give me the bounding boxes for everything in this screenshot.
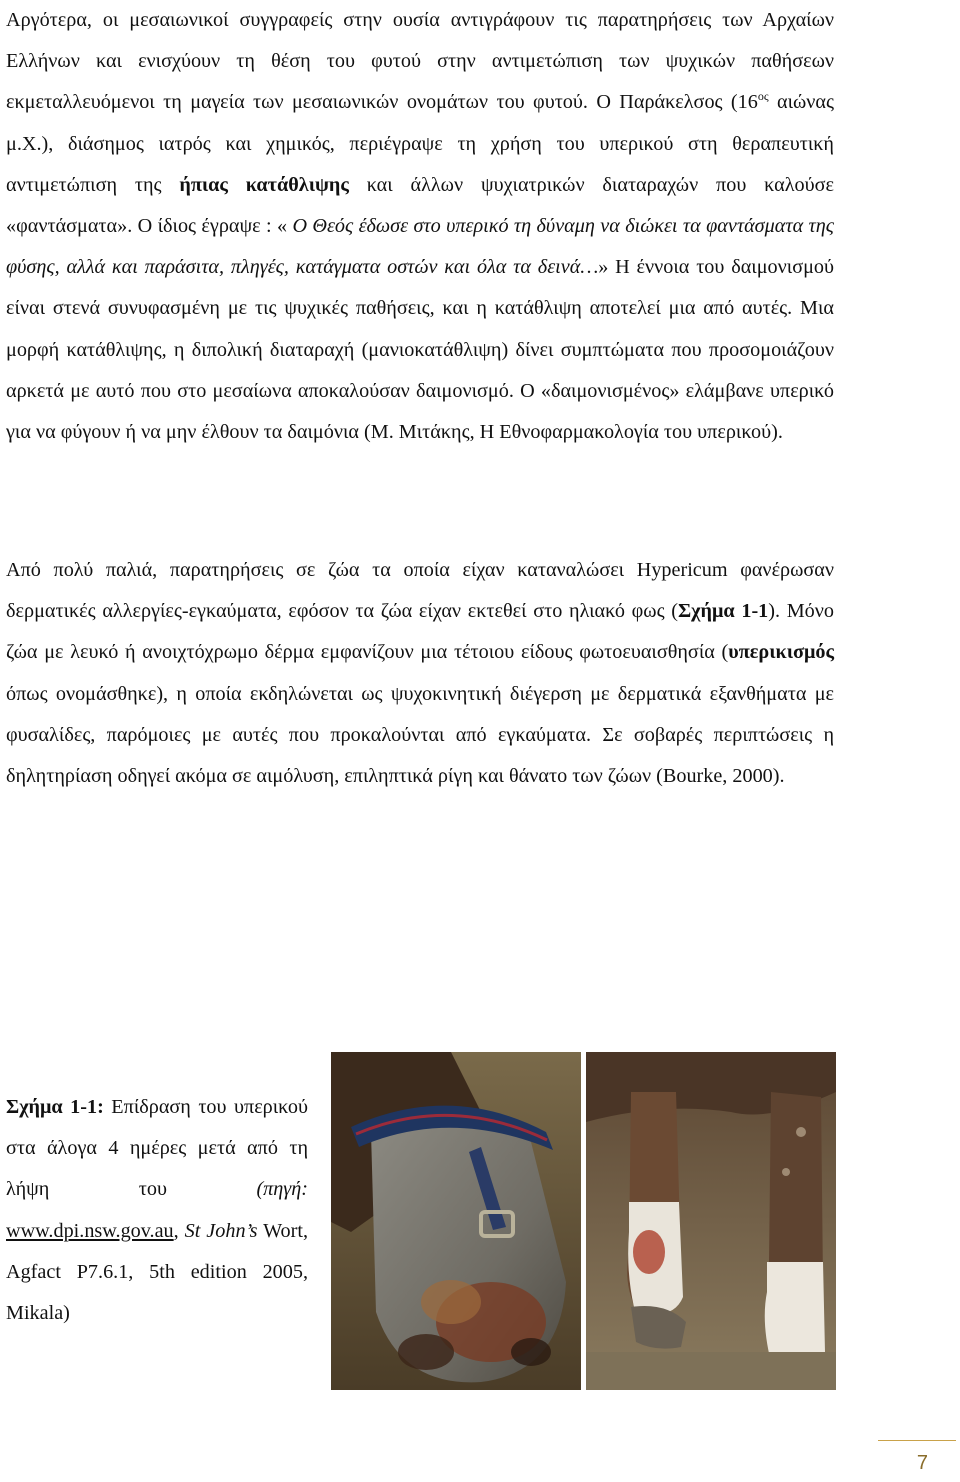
paragraph-history: Αργότερα, οι μεσαιωνικοί συγγραφείς στην ουσία αντιγράφουν τις παρατηρήσεις των Αρχαίων Ελλήνων και ενισχύουν τη θέση του φυτού στην αντιμετώπιση των ψυχικών παθήσεων εκμεταλλευόμενοι τη μαγεία των μεσαιωνικών ονομάτων του φυτού. Ο Παράκελσος ($16^{o\varsigma}$ αιώνας μ.Χ.), διάσημος ιατρός και χημικός, περιέγραψε τη χρήση του υπερικού στη θεραπευτική αντιμετώπιση της ήπιας κατάθλιψης και άλλων ψυχιατρικών διαταραχών που καλούσε «φαντάσματα». Ο ίδιος έγραψε : « Ο Θεός έδωσε στο υπερικό τη δύναμη να διώκει τα φαντάσματα της φύσης, αλλά και παράσιτα, πληγές, κατάγματα οστών και όλα τα δεινά…» Η έννοια του δαιμονισμού είναι στενά συνυφασμένη με τις ψυχικές παθήσεις, και η κατάθλιψη αποτελεί μια από αυτές. Μια μορφή κατάθλιψης, η διπολική διαταραχή (μανιοκατάθλιψη) δίνει συμπτώματα που προσομοιάζουν αρκετά με αυτό που στο μεσαίωνα αποκαλούσαν δαιμονισμό. Ο «δαιμονισμένος» ελάμβανε υπερικό για να φύγουν ή να μην έλθουν τα δαιμόνια (Μ. Μιτάκης, Η Εθνοφαρμακολογία του υπερικού). — [6, 9, 834, 444]
paragraph-hypericism: Από πολύ παλιά, παρατηρήσεις σε ζώα τα οποία είχαν καταναλώσει Hypericum φανέρωσαν δερματικές αλλεργίες-εγκαύματα, εφόσον τα ζώα είχαν εκτεθεί στο ηλιακό φως (Σχήμα 1-1). Μόνο ζώα με λευκό ή ανοιχτόχρωμο δέρμα εμφανίζουν μια τέτοιου είδους φωτοευαισθησία (υπερικισμός όπως ονομάσθηκε), η οποία εκδηλώνεται ως ψυχοκινητική διέγερση με δερματικά εξανθήματα με φυσαλίδες, παρόμοιες με αυτές που προκαλούνται από εγκαύματα. Σε σοβαρές περιπτώσεις η δηλητηρίαση οδηγεί ακόμα σε αιμόλυση, επιληπτικά ρίγη και θάνατο των ζώων (Bourke, 2000). — [6, 559, 834, 788]
muzzle-photo — [331, 1052, 581, 1390]
caption-source-label: (πηγή: — [256, 1178, 308, 1201]
page-number-rule — [878, 1440, 956, 1441]
horse-photos — [331, 1052, 836, 1390]
figure-reference: Σχήμα 1-1 — [677, 600, 769, 623]
caption-label: Σχήμα 1-1: — [6, 1096, 104, 1118]
ordinal-superscript: ος — [757, 89, 769, 104]
source-link[interactable]: www.dpi.nsw.gov.au — [6, 1219, 174, 1242]
caption-source-title: St John’s — [184, 1219, 258, 1242]
legs-photo — [586, 1052, 836, 1390]
bold-term-mild-depression: ήπιας κατάθλιψης — [179, 173, 349, 196]
paracelsus-quote: Ο Θεός έδωσε στο υπερικό τη δύναμη να διώκει τα φαντάσματα της φύσης, αλλά και παράσιτα, πληγές, κατάγματα οστών και όλα τα δεινά… — [6, 215, 834, 279]
bold-term-hypericism: υπερικισμός — [728, 641, 834, 664]
page-number: 7 — [916, 1452, 928, 1474]
figure-caption: Σχήμα 1-1: Επίδραση του υπερικού στα άλογα 4 ημέρες μετά από τη λήψη του (πηγή: www.dpi.nsw.gov.au, St John’s Wort, Agfact P7.6.1, 5th edition 2005, Mikala) — [6, 1096, 309, 1325]
horse-photo-figure — [331, 1052, 836, 1390]
